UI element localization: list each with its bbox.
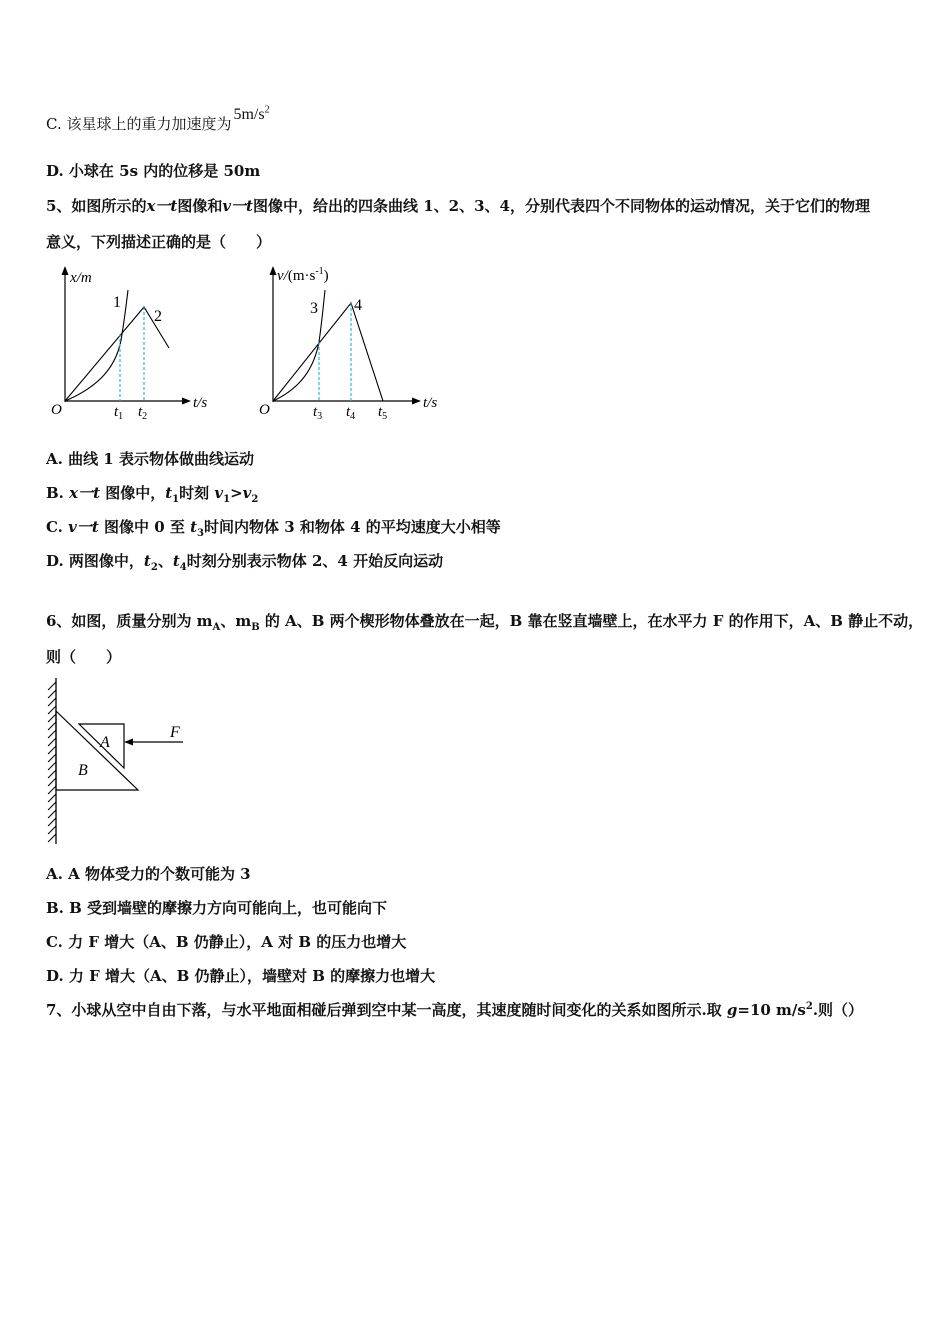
vt-curve-4: [273, 303, 383, 401]
vt-x-label: t/s: [423, 395, 438, 411]
label-b: B: [78, 762, 88, 779]
q5-stem-line2: 意义，下列描述正确的是（ ）: [46, 233, 272, 251]
q7-stem: 7、小球从空中自由下落，与水平地面相碰后弹到空中某一高度，其速度随时间变化的关系如图所示.取 g=10 $m/s^2$.则（）: [46, 1001, 864, 1019]
xt-curve-2-label: 2: [154, 308, 162, 325]
xt-y-arrow-icon: [62, 266, 69, 275]
vt-t4-label: $t_4$: [346, 404, 356, 422]
q4-option-c: C. 该星球上的重力加速度为$5m/s^2$: [46, 104, 270, 133]
q6-stem-line2: 则（ ）: [46, 648, 122, 666]
xt-origin: O: [51, 402, 62, 418]
xt-x-arrow-icon: [182, 398, 191, 405]
vt-x-arrow-icon: [412, 398, 421, 405]
xt-curve-1-label: 1: [113, 294, 121, 311]
q6-option-d: D. 力 F 增大（A、B 仍静止），墙壁对 B 的摩擦力也增大: [46, 967, 436, 985]
q4-option-d: D. 小球在 5s 内的位移是 50m: [46, 162, 261, 180]
wall-hatch: [48, 682, 56, 842]
wedge-b: [56, 711, 138, 790]
vt-y-label: $v/(m\cdot s^{-1})$: [277, 266, 329, 284]
xt-t2-label: $t_2$: [138, 404, 148, 422]
vt-origin: O: [259, 402, 270, 418]
q5-option-a: A. 曲线 1 表示物体做曲线运动: [46, 450, 254, 468]
q6-option-a: A. A 物体受力的个数可能为 3: [46, 865, 251, 883]
vt-t5-label: $t_5$: [378, 404, 388, 422]
vt-y-arrow-icon: [270, 266, 277, 275]
label-f: F: [170, 724, 180, 741]
q5-option-d: D. 两图像中，$t_2$、$t_4$时刻分别表示物体 2、4 开始反向运动: [46, 552, 444, 573]
q5-xt-graph: [48, 262, 223, 424]
force-arrow-head-icon: [124, 739, 133, 746]
q5-option-c: C. v一t 图像中 0 至 $t_3$时间内物体 3 和物体 4 的平均速度大小相等: [46, 518, 501, 539]
xt-t1-label: $t_1$: [114, 404, 124, 422]
q6-stem-line1: 6、如图，质量分别为 $m_A$、$m_B$ 的 A、B 两个楔形物体叠放在一起，B 靠在竖直墙壁上，在水平力 F 的作用下，A、B 静止不动，: [46, 612, 924, 633]
q6-option-c: C. 力 F 增大（A、B 仍静止），A 对 B 的压力也增大: [46, 933, 407, 951]
vt-curve-4-label: 4: [354, 297, 362, 314]
vt-curve-3-label: 3: [310, 300, 318, 317]
q5-option-b: B. x一t 图像中，$t_1$时刻 $v_1>v_2$: [46, 484, 259, 505]
q5-vt-graph: [256, 260, 451, 424]
xt-y-label: x/m: [70, 270, 92, 286]
label-a: A: [100, 734, 110, 751]
xt-x-label: t/s: [193, 395, 208, 411]
q5-stem-line1: 5、如图所示的x一t图像和v一t图像中，给出的四条曲线 1、2、3、4，分别代表四个不同物体的运动情况，关于它们的物理: [46, 197, 870, 215]
q6-option-b: B. B 受到墙壁的摩擦力方向可能向上，也可能向下: [46, 899, 388, 917]
q6-wedge-figure: [40, 676, 200, 848]
vt-t3-label: $t_3$: [313, 404, 323, 422]
q4-option-c-value: $5m/s^2$: [233, 104, 270, 123]
